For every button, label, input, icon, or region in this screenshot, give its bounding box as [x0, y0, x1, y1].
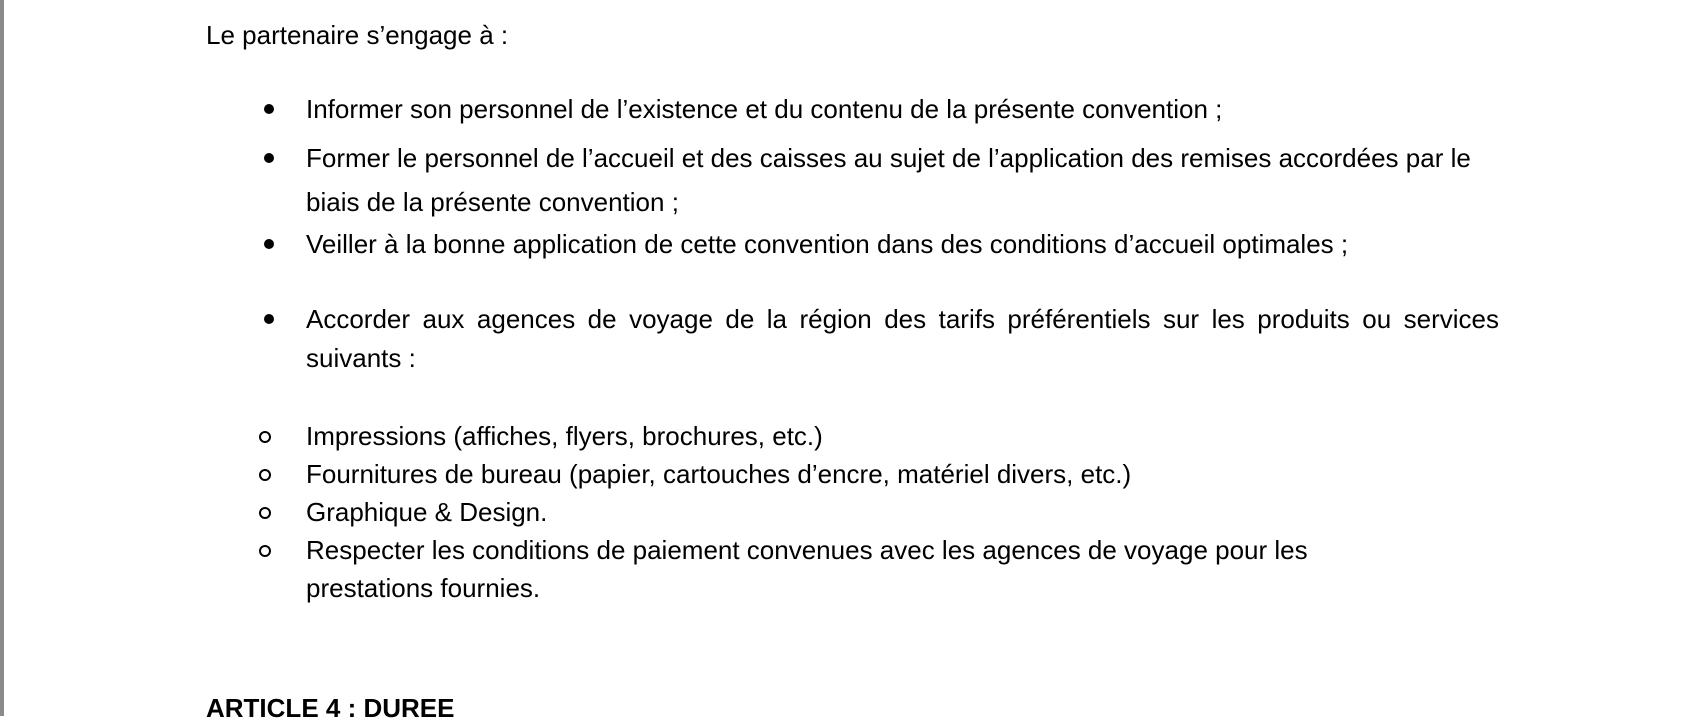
article-heading: ARTICLE 4 : DUREE: [206, 693, 455, 723]
bullet-item: [306, 300, 1499, 378]
bullet-text: Accorder aux agences de voyage de la région des tarifs préférentiels sur les produits ou services suivants :: [306, 304, 1499, 373]
bullet-disc-icon: [264, 104, 274, 114]
bullet-text: Informer son personnel de l’existence et du contenu de la présente convention ;: [306, 94, 1223, 124]
document-page: [4, 0, 1698, 723]
sub-item-text: Impressions (affiches, flyers, brochures, etc.): [306, 421, 823, 451]
sub-item-text: Fournitures de bureau (papier, cartouches d’encre, matériel divers, etc.): [306, 459, 1132, 489]
bullet-item: [306, 226, 1499, 262]
sub-list-item: [306, 455, 1499, 493]
bullet-disc-icon: [264, 314, 274, 324]
bullet-text: Former le personnel de l’accueil et des caisses au sujet de l’application des remises accordées par le biais de la présente convention ;: [306, 143, 1471, 217]
circle-bullet-icon: [259, 545, 271, 557]
bullet-text: Veiller à la bonne application de cette convention dans des conditions d’accueil optimales ;: [306, 229, 1349, 259]
bullet-disc-icon: [264, 153, 274, 163]
bullet-item: [306, 91, 1499, 127]
sub-list-item: [306, 531, 1406, 607]
circle-bullet-icon: [259, 431, 271, 443]
sub-item-text: Graphique & Design.: [306, 497, 548, 527]
circle-bullet-icon: [259, 469, 271, 481]
circle-bullet-icon: [259, 507, 271, 519]
intro-paragraph: Le partenaire s’engage à :: [206, 20, 509, 50]
bullet-disc-icon: [264, 239, 274, 249]
sub-list-item: [306, 493, 1499, 531]
sub-list-item: [306, 417, 1499, 455]
bullet-item: [306, 136, 1502, 224]
sub-item-text: Respecter les conditions de paiement convenues avec les agences de voyage pour les prestations fournies.: [306, 535, 1308, 603]
